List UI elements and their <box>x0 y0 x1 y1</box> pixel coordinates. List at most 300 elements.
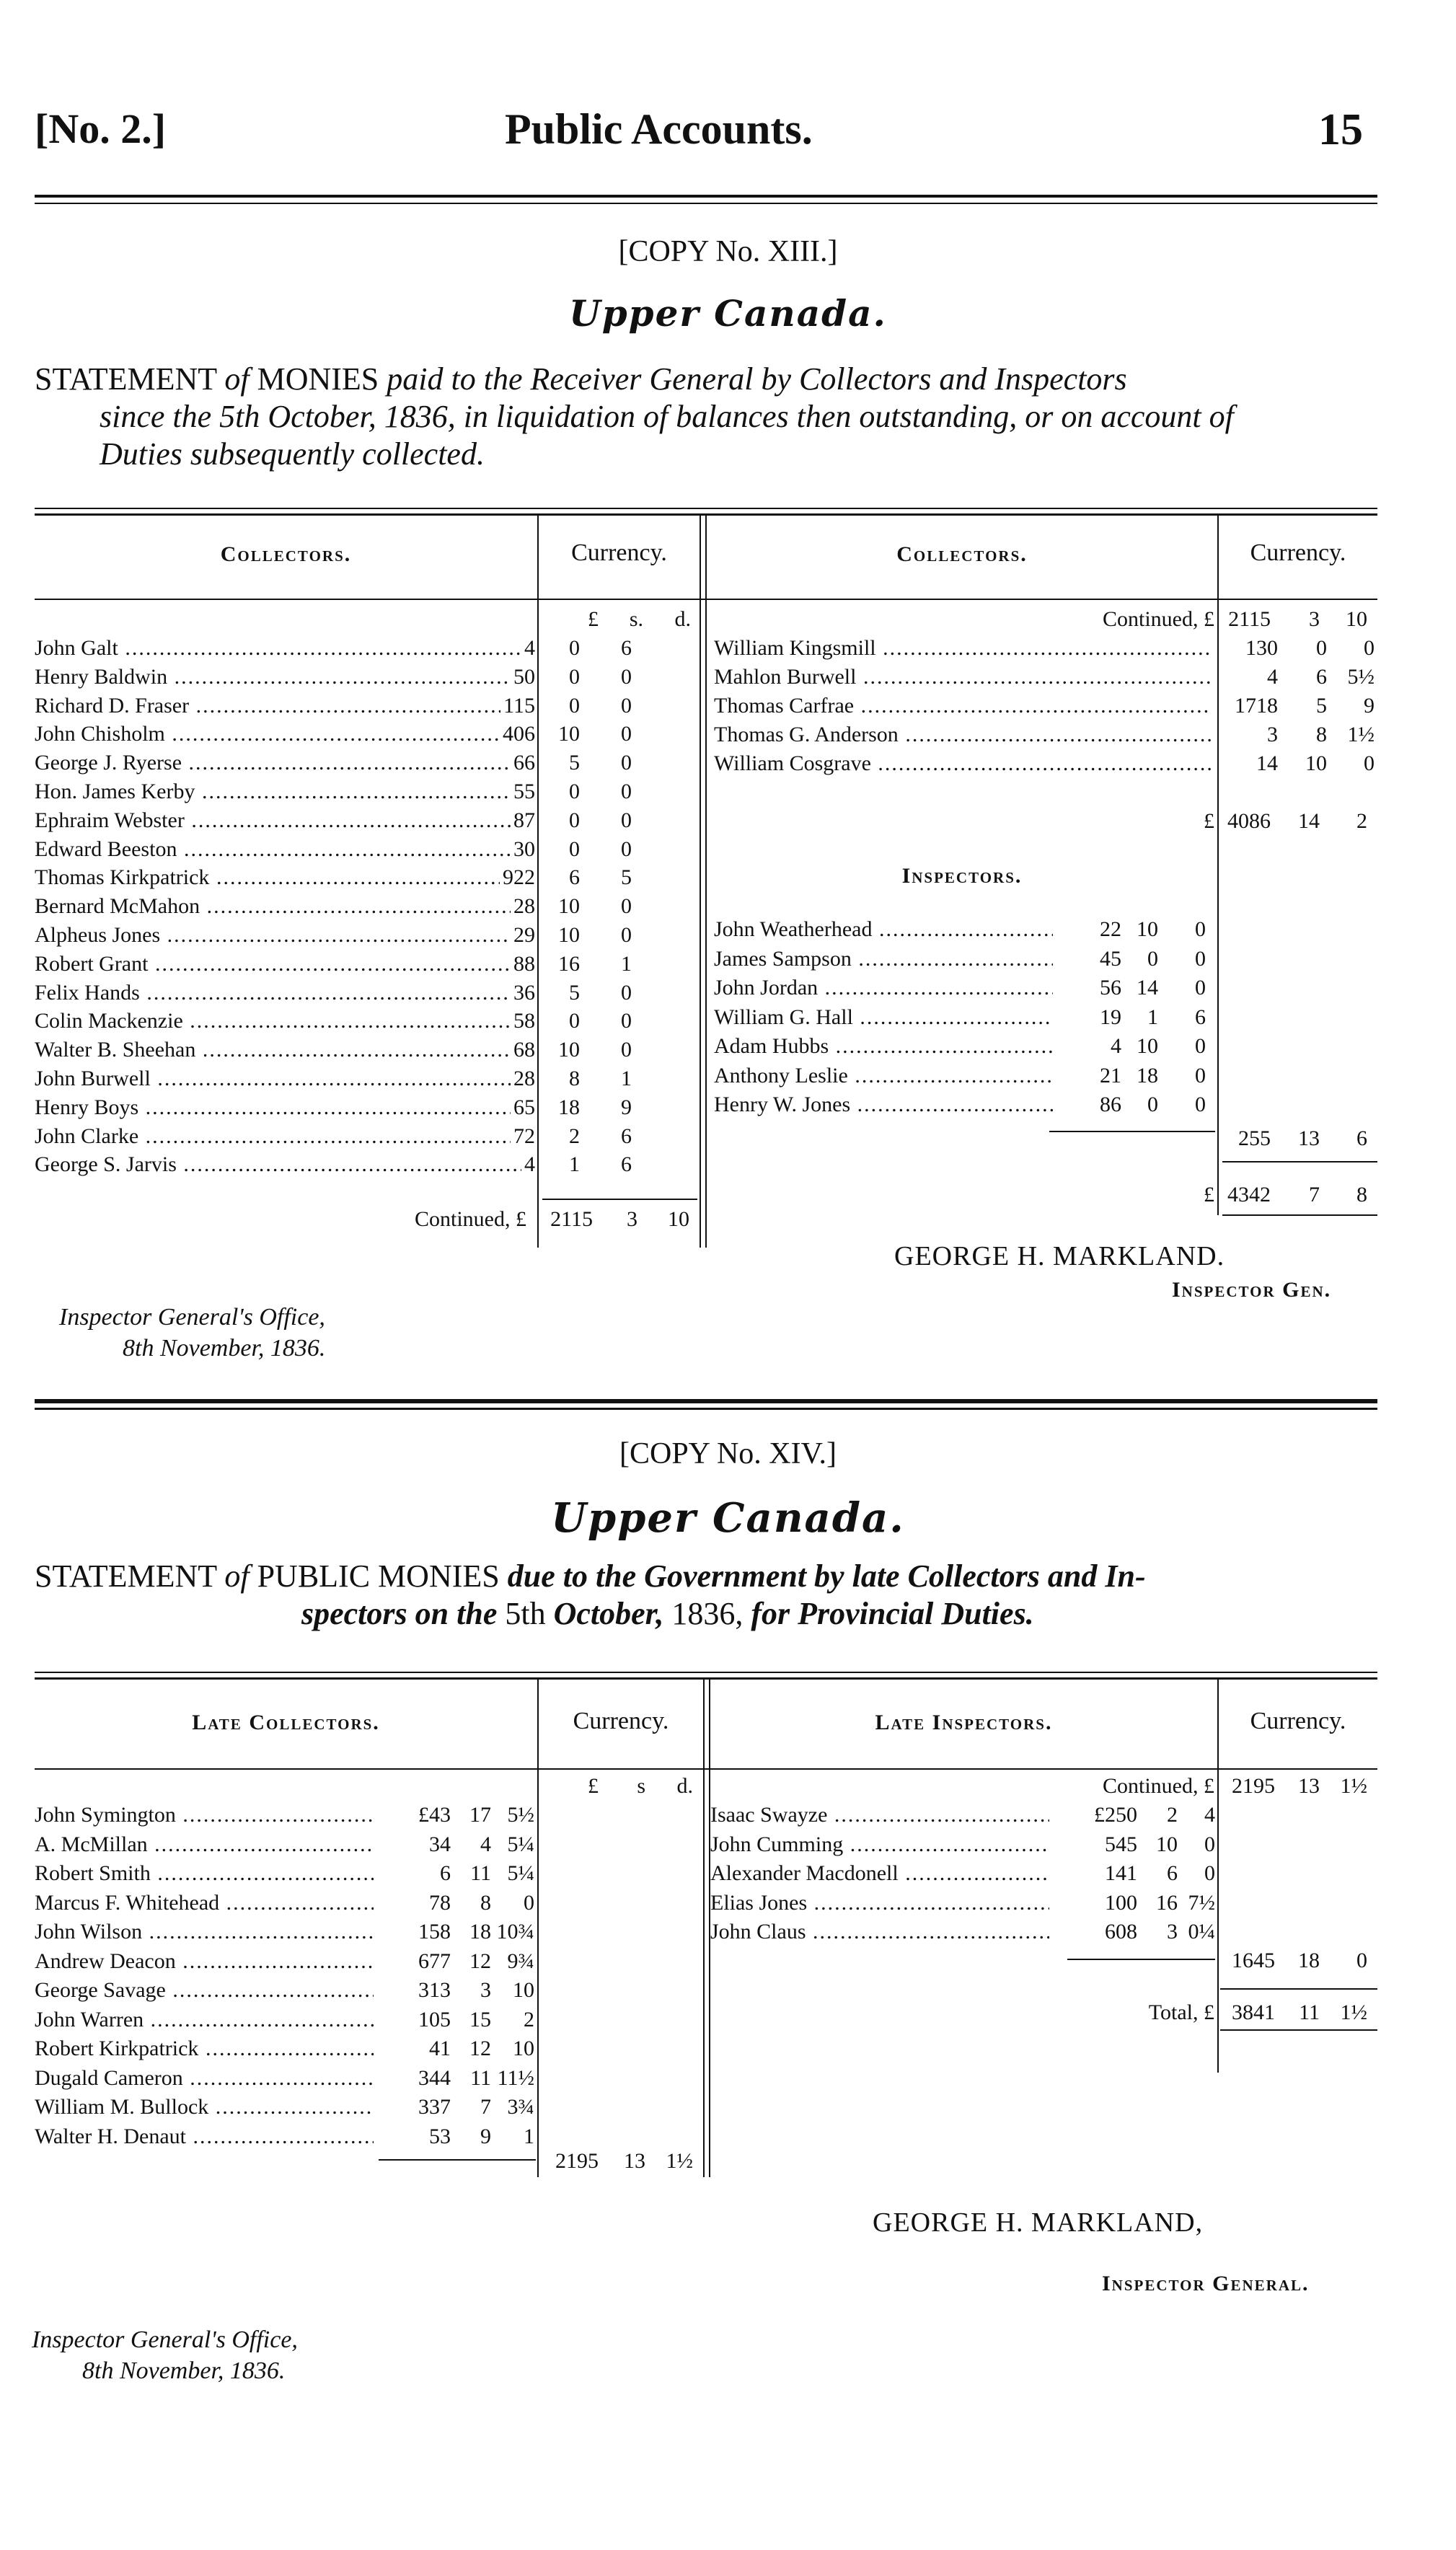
entry-shillings: 3 <box>1164 1917 1178 1946</box>
office-line-2: 8th November, 1836. <box>82 2357 286 2384</box>
entry-pounds: 344 <box>415 2063 451 2093</box>
entry-name: Thomas Kirkpatrick ..... <box>35 862 534 892</box>
continued-shillings: 3 <box>1309 607 1320 631</box>
entry-shillings: 10 <box>1134 1031 1158 1061</box>
table-xiii-left-continued <box>35 1204 700 1234</box>
entry-pence: 5½ <box>1345 662 1375 692</box>
entry-pence: 1 <box>521 2122 534 2151</box>
entry-pence: 5½ <box>505 1800 535 1830</box>
entry-shillings: 0 <box>566 834 580 864</box>
table-xiii-collectors-total <box>707 806 1377 836</box>
late-inspector-row <box>710 1800 1215 1830</box>
total-pounds: 4342 <box>1227 1183 1271 1206</box>
entry-pence: 10 <box>510 1975 534 2005</box>
entry-pence: 0¼ <box>1186 1917 1216 1946</box>
table-xiii-header-rule <box>35 599 1377 600</box>
collector-row <box>714 691 1377 720</box>
entry-pence: 0 <box>521 1888 534 1918</box>
total-shillings: 7 <box>1309 1183 1320 1206</box>
entry-shillings: 1 <box>1144 1002 1158 1032</box>
entry-pounds: 65 <box>511 1093 535 1122</box>
entry-name: Marcus F. Whitehead ..... <box>35 1888 374 1918</box>
collector-row <box>35 978 700 1007</box>
continued-pence: 1½ <box>1340 1774 1367 1798</box>
entry-pence: 0 <box>1361 749 1375 778</box>
table-xiii-currency-header: Currency. <box>571 539 667 566</box>
inspector-row <box>714 944 1219 974</box>
collector-row <box>35 1093 700 1122</box>
entry-name: John Weatherhead ..... <box>714 914 1053 944</box>
copy-xiii-label: [COPY No. XIII.] <box>618 235 838 268</box>
total-shillings: 13 <box>624 2149 645 2173</box>
entry-name: John Cumming ..... <box>710 1830 1049 1859</box>
entry-shillings: 1 <box>566 1150 580 1179</box>
continued-pence: 10 <box>668 1207 689 1231</box>
statement-monies: PUBLIC MONIES <box>257 1558 500 1594</box>
inspector-row <box>714 1061 1219 1090</box>
entry-name: Walter B. Sheehan ..... <box>35 1035 534 1064</box>
entry-shillings: 0 <box>566 1006 580 1036</box>
collector-row <box>714 633 1377 663</box>
late-inspector-row <box>710 1830 1215 1859</box>
entry-pence: 9 <box>1361 691 1375 720</box>
entry-name: Adam Hubbs ..... <box>714 1031 1053 1061</box>
entry-pounds: 87 <box>511 806 535 835</box>
entry-shillings: 17 <box>467 1800 491 1830</box>
collector-row <box>35 1121 700 1151</box>
total-pounds: 4086 <box>1227 809 1271 833</box>
collector-row <box>714 662 1377 692</box>
copy-xiii-statement <box>35 361 1383 473</box>
entry-name: William G. Hall ..... <box>714 1002 1053 1032</box>
entry-name: James Sampson ..... <box>714 944 1053 974</box>
entry-shillings: 0 <box>566 662 580 692</box>
entry-pounds: 19 <box>1097 1002 1121 1032</box>
entry-shillings: 8 <box>477 1888 491 1918</box>
header-rule-thin <box>35 203 1377 204</box>
entry-pence: 11½ <box>495 2063 534 2093</box>
total-shillings: 14 <box>1298 809 1320 833</box>
entry-pence: 0 <box>1192 973 1206 1002</box>
unit-shilling: s. <box>629 607 643 631</box>
table-xiii-units-row <box>539 604 700 634</box>
entry-shillings: 0 <box>566 691 580 720</box>
entry-shillings: 2 <box>566 1121 580 1151</box>
table-xiv-total-underline <box>1220 2029 1377 2031</box>
unit-pence: d. <box>676 1774 693 1798</box>
entry-pounds: 86 <box>1097 1090 1121 1119</box>
entry-name: Henry W. Jones ..... <box>714 1090 1053 1119</box>
table-xiv-total <box>710 1998 1377 2027</box>
header-rule <box>35 195 1377 198</box>
entry-shillings: 0 <box>566 806 580 835</box>
total-pence: 6 <box>1356 1126 1367 1150</box>
copy-xiv-signature-title: Inspector General. <box>1102 2272 1310 2295</box>
entry-pence: 0 <box>618 777 632 806</box>
entry-shillings: 5 <box>566 978 580 1007</box>
entry-name: Mahlon Burwell ..... <box>714 662 1212 692</box>
entry-pounds: 34 <box>426 1830 451 1859</box>
inspector-row <box>714 914 1219 944</box>
late-collector-row <box>35 1800 537 1830</box>
late-collector-row <box>35 2092 537 2122</box>
table-xiii-right-collectors-list <box>714 633 1377 792</box>
entry-pounds: 78 <box>426 1888 451 1918</box>
collector-row <box>35 691 700 720</box>
entry-pounds: 29 <box>511 920 535 950</box>
entry-pounds: 3 <box>1264 720 1278 749</box>
entry-pounds: 36 <box>511 978 535 1007</box>
entry-name: Robert Kirkpatrick ..... <box>35 2034 374 2063</box>
unit-pound: £ <box>588 1774 599 1798</box>
copy-xiii-signature-title: Inspector Gen. <box>1172 1278 1332 1302</box>
table-xiv-right-currency-header: Currency. <box>1250 1708 1346 1734</box>
entry-name: Thomas G. Anderson ..... <box>714 720 1212 749</box>
continued-shillings: 3 <box>627 1207 637 1231</box>
entry-shillings: 4 <box>477 1830 491 1859</box>
collector-row <box>35 748 700 777</box>
entry-name: George Savage ..... <box>35 1975 374 2005</box>
entry-name: Alexander Macdonell ..... <box>710 1858 1049 1888</box>
entry-pence: 9¾ <box>505 1946 535 1976</box>
entry-pence: 0 <box>1192 944 1206 974</box>
total-shillings: 13 <box>1298 1126 1320 1150</box>
late-collector-row <box>35 1858 537 1888</box>
copy-xiv-office <box>32 2325 298 2386</box>
continued-label: Continued, £ <box>1103 1774 1214 1798</box>
collector-row <box>714 720 1377 749</box>
entry-name: William Cosgrave ..... <box>714 749 1212 778</box>
entry-shillings: 11 <box>467 2063 491 2093</box>
table-xiv-late-inspectors-header: Late Inspectors. <box>875 1711 1053 1734</box>
entry-pounds: 4 <box>1108 1031 1121 1061</box>
table-xiii-grand-sum-rule <box>1222 1161 1377 1162</box>
entry-name: John Burwell ..... <box>35 1064 534 1093</box>
unit-shilling: s <box>637 1774 645 1798</box>
late-collector-row <box>35 1946 537 1976</box>
entry-name: William M. Bullock ..... <box>35 2092 374 2122</box>
entry-shillings: 7 <box>477 2092 491 2122</box>
statement-text-2: since the 5th October, 1836, in liquidation of balances then outstanding, or on account of <box>100 398 1234 434</box>
total-pounds: 3841 <box>1232 2000 1275 2024</box>
table-xiii-grand-total <box>707 1180 1377 1209</box>
statement-lead: STATEMENT <box>35 1558 217 1594</box>
copy-xiii-signature: GEORGE H. MARKLAND. <box>894 1241 1225 1271</box>
entry-name: Alpheus Jones ..... <box>35 920 534 950</box>
total-pounds: 2195 <box>555 2149 599 2173</box>
table-xiv-total-rule <box>1220 1988 1377 1990</box>
entry-pounds: 28 <box>511 1064 535 1093</box>
entry-shillings: 0 <box>1313 633 1327 663</box>
table-xiii-collectors-list <box>35 633 700 1210</box>
entry-pence: 0 <box>1192 1061 1206 1090</box>
entry-pence: 0 <box>618 920 632 950</box>
entry-pence: 6 <box>618 633 632 663</box>
entry-name: Henry Baldwin ..... <box>35 662 534 692</box>
entry-pence: 0 <box>618 891 632 921</box>
entry-shillings: 10 <box>555 1035 580 1064</box>
statement-text-2c: for Provincial Duties. <box>751 1595 1034 1631</box>
collector-row <box>35 1006 700 1036</box>
entry-pence: 1½ <box>1345 720 1375 749</box>
table-xiii-mid-divider-a <box>700 516 701 1248</box>
total-pence: 1½ <box>1340 2000 1367 2024</box>
entry-pounds: 6 <box>437 1858 451 1888</box>
entry-shillings: 9 <box>477 2122 491 2151</box>
copy-xiii-blackletter-title: Upper Canada. <box>569 292 887 335</box>
table-xiv-currency-header: Currency. <box>573 1708 669 1734</box>
table-xiv-left-sum-rule <box>379 2159 536 2161</box>
statement-lead: STATEMENT <box>35 361 217 397</box>
entry-pence: 0 <box>618 748 632 777</box>
collector-row <box>35 633 700 663</box>
entry-pounds: 66 <box>511 748 535 777</box>
office-line-1: Inspector General's Office, <box>59 1304 325 1331</box>
entry-shillings: 6 <box>1164 1858 1178 1888</box>
continued-shillings: 13 <box>1298 1774 1320 1798</box>
entry-pounds: 4 <box>1264 662 1278 692</box>
office-line-1: Inspector General's Office, <box>32 2326 298 2353</box>
entry-pounds: 58 <box>511 1006 535 1036</box>
entry-shillings: 18 <box>1134 1061 1158 1090</box>
statement-monies: MONIES <box>257 361 379 397</box>
total-shillings: 11 <box>1299 2000 1320 2024</box>
entry-name: John Wilson ..... <box>35 1917 374 1946</box>
entry-pence: 10 <box>510 2034 534 2063</box>
entry-name: Ephraim Webster ..... <box>35 806 534 835</box>
entry-pence: 0 <box>618 691 632 720</box>
section-divider <box>35 1399 1377 1403</box>
table-xiv-top-rule-2 <box>35 1677 1377 1680</box>
statement-text-2b: October, <box>553 1595 664 1631</box>
total-pounds: 1645 <box>1232 1949 1275 1972</box>
late-collector-row <box>35 2063 537 2093</box>
inspector-row <box>714 973 1219 1002</box>
statement-of: of <box>224 361 250 397</box>
unit-pound: £ <box>588 607 599 631</box>
table-xiii-right-collectors-header: Collectors. <box>896 542 1028 566</box>
entry-name: Robert Smith ..... <box>35 1858 374 1888</box>
entry-pounds: 22 <box>1097 914 1121 944</box>
entry-pounds: 105 <box>415 2005 451 2034</box>
entry-pence: 5¼ <box>505 1858 535 1888</box>
collector-row <box>35 920 700 950</box>
statement-year: 1836, <box>671 1595 744 1631</box>
late-collector-row <box>35 1975 537 2005</box>
statement-text-1: paid to the Receiver General by Collectors and Inspectors <box>387 361 1127 397</box>
late-inspector-row <box>710 1888 1215 1918</box>
table-xiii-right-currency-header: Currency. <box>1250 539 1346 566</box>
entry-name: Walter H. Denaut ..... <box>35 2122 374 2151</box>
collector-row <box>35 834 700 864</box>
entry-shillings: 18 <box>555 1093 580 1122</box>
copy-xiv-label: [COPY No. XIV.] <box>619 1437 837 1470</box>
table-xiii-inspectors-total <box>707 1124 1377 1153</box>
table-xiv-inspectors-total <box>710 1946 1377 1975</box>
entry-name: John Chisholm ..... <box>35 719 534 749</box>
entry-pounds: 28 <box>511 891 535 921</box>
office-line-2: 8th November, 1836. <box>123 1334 326 1362</box>
total-pounds: 255 <box>1238 1126 1271 1150</box>
entry-pounds: 337 <box>415 2092 451 2122</box>
entry-pence: 0 <box>1361 633 1375 663</box>
page-title: Public Accounts. <box>505 105 813 153</box>
entry-shillings: 0 <box>566 633 580 663</box>
table-xiii-right-continued <box>707 604 1377 634</box>
entry-shillings: 2 <box>1164 1800 1178 1830</box>
entry-pence: 5 <box>618 862 632 892</box>
entry-shillings: 16 <box>555 949 580 979</box>
entry-pounds: 4 <box>521 1150 535 1179</box>
late-collector-row <box>35 2122 537 2151</box>
entry-shillings: 8 <box>566 1064 580 1093</box>
entry-name: John Clarke ..... <box>35 1121 534 1151</box>
continued-label: Continued, £ <box>415 1207 526 1231</box>
inspector-row <box>714 1090 1219 1119</box>
entry-pence: 0 <box>1201 1830 1215 1859</box>
entry-pounds: 158 <box>415 1917 451 1946</box>
entry-name: Richard D. Fraser ..... <box>35 691 534 720</box>
entry-name: John Galt ..... <box>35 633 534 663</box>
entry-name: John Jordan ..... <box>714 973 1053 1002</box>
continued-pounds: 2115 <box>550 1207 593 1231</box>
page-number: 15 <box>1318 105 1363 154</box>
entry-name: Bernard McMahon ..... <box>35 891 534 921</box>
entry-shillings: 12 <box>467 2034 491 2063</box>
table-xiii-collectors-header: Collectors. <box>220 542 352 566</box>
entry-pounds: 30 <box>511 834 535 864</box>
entry-pounds: 41 <box>426 2034 451 2063</box>
entry-pounds: 130 <box>1243 633 1278 663</box>
total-pence: 8 <box>1356 1183 1367 1206</box>
entry-shillings: 10 <box>555 719 580 749</box>
table-xiv-late-inspectors-list <box>710 1800 1215 1959</box>
entry-pence: 0 <box>1192 1090 1206 1119</box>
entry-pounds: 14 <box>1253 749 1278 778</box>
entry-name: John Claus ..... <box>710 1917 1049 1946</box>
entry-shillings: 18 <box>467 1917 491 1946</box>
table-xiv-divider <box>537 1680 539 2177</box>
entry-name: Andrew Deacon ..... <box>35 1946 374 1976</box>
total-label: £ <box>1204 809 1214 833</box>
entry-pence: 4 <box>1201 1800 1215 1830</box>
entry-shillings: 6 <box>1313 662 1327 692</box>
entry-shillings: 15 <box>467 2005 491 2034</box>
statement-text-3: Duties subsequently collected. <box>100 436 485 472</box>
statement-of: of <box>224 1558 250 1594</box>
late-inspector-row <box>710 1917 1215 1946</box>
table-xiv-mid-divider-a <box>703 1680 705 2177</box>
continued-pounds: 2195 <box>1232 1774 1275 1798</box>
unit-pence: d. <box>674 607 691 631</box>
total-pence: 0 <box>1356 1949 1367 1972</box>
entry-name: William Kingsmill ..... <box>714 633 1212 663</box>
entry-pence: 0 <box>618 662 632 692</box>
entry-name: John Warren ..... <box>35 2005 374 2034</box>
collector-row <box>35 949 700 979</box>
entry-name: Edward Beeston ..... <box>35 834 534 864</box>
entry-name: George S. Jarvis ..... <box>35 1150 534 1179</box>
entry-name: Thomas Carfrae ..... <box>714 691 1212 720</box>
entry-name: Isaac Swayze ..... <box>710 1800 1049 1830</box>
copy-xiv-blackletter-title: Upper Canada. <box>551 1494 905 1542</box>
entry-shillings: 11 <box>467 1858 491 1888</box>
entry-shillings: 10 <box>555 891 580 921</box>
entry-pence: 0 <box>618 719 632 749</box>
late-collector-row <box>35 2034 537 2063</box>
entry-pence: 5¼ <box>505 1830 535 1859</box>
entry-pence: 0 <box>618 1006 632 1036</box>
statement-text-1: due to the Government by late Collectors and In- <box>507 1558 1146 1594</box>
entry-shillings: 10 <box>1302 749 1327 778</box>
entry-name: Hon. James Kerby ..... <box>35 777 534 806</box>
entry-pence: 6 <box>618 1150 632 1179</box>
entry-pence: 1 <box>618 1064 632 1093</box>
entry-pounds: 50 <box>511 662 535 692</box>
entry-shillings: 0 <box>1144 1090 1158 1119</box>
entry-pence: 9 <box>618 1093 632 1122</box>
entry-pounds: 72 <box>511 1121 535 1151</box>
inspector-row <box>714 1031 1219 1061</box>
inspector-row <box>714 1002 1219 1032</box>
entry-shillings: 16 <box>1153 1888 1178 1918</box>
entry-shillings: 0 <box>566 777 580 806</box>
collector-row <box>714 749 1377 778</box>
table-xiii-grand-underline <box>1222 1214 1377 1216</box>
entry-pounds: 45 <box>1097 944 1121 974</box>
entry-shillings: 0 <box>1144 944 1158 974</box>
entry-shillings: 3 <box>477 1975 491 2005</box>
entry-pounds: 545 <box>1102 1830 1137 1859</box>
entry-pence: 0 <box>1201 1858 1215 1888</box>
table-xiv-header-rule <box>35 1768 1377 1770</box>
collector-row <box>35 862 700 892</box>
entry-pounds: 53 <box>426 2122 451 2151</box>
collector-row <box>35 1064 700 1093</box>
entry-pounds: 141 <box>1102 1858 1137 1888</box>
entry-shillings: 6 <box>566 862 580 892</box>
entry-pence: 0 <box>618 806 632 835</box>
entry-pounds: 608 <box>1102 1917 1137 1946</box>
late-collector-row <box>35 2005 537 2034</box>
entry-pence: 2 <box>521 2005 534 2034</box>
collector-row <box>35 1150 700 1179</box>
entry-pounds: 88 <box>511 949 535 979</box>
entry-pence: 6 <box>1192 1002 1206 1032</box>
collector-row <box>35 1035 700 1064</box>
entry-pounds: £43 <box>415 1800 451 1830</box>
entry-pounds: 115 <box>500 691 535 720</box>
entry-pounds: £250 <box>1091 1800 1137 1830</box>
entry-pounds: 100 <box>1102 1888 1137 1918</box>
continued-label: Continued, £ <box>1103 607 1214 631</box>
entry-pounds: 677 <box>415 1946 451 1976</box>
entry-pounds: 313 <box>415 1975 451 2005</box>
table-xiv-late-collectors-list <box>35 1800 537 2161</box>
entry-pence: 0 <box>618 834 632 864</box>
entry-name: A. McMillan ..... <box>35 1830 374 1859</box>
entry-name: John Symington ..... <box>35 1800 374 1830</box>
collector-row <box>35 662 700 692</box>
table-xiv-right-continued <box>710 1771 1377 1801</box>
statement-date: 5th <box>505 1595 546 1631</box>
total-pence: 1½ <box>666 2149 693 2173</box>
entry-shillings: 10 <box>555 920 580 950</box>
entry-name: Colin Mackenzie ..... <box>35 1006 534 1036</box>
entry-shillings: 8 <box>1313 720 1327 749</box>
entry-pounds: 21 <box>1097 1061 1121 1090</box>
table-xiv-collectors-total <box>539 2146 703 2176</box>
